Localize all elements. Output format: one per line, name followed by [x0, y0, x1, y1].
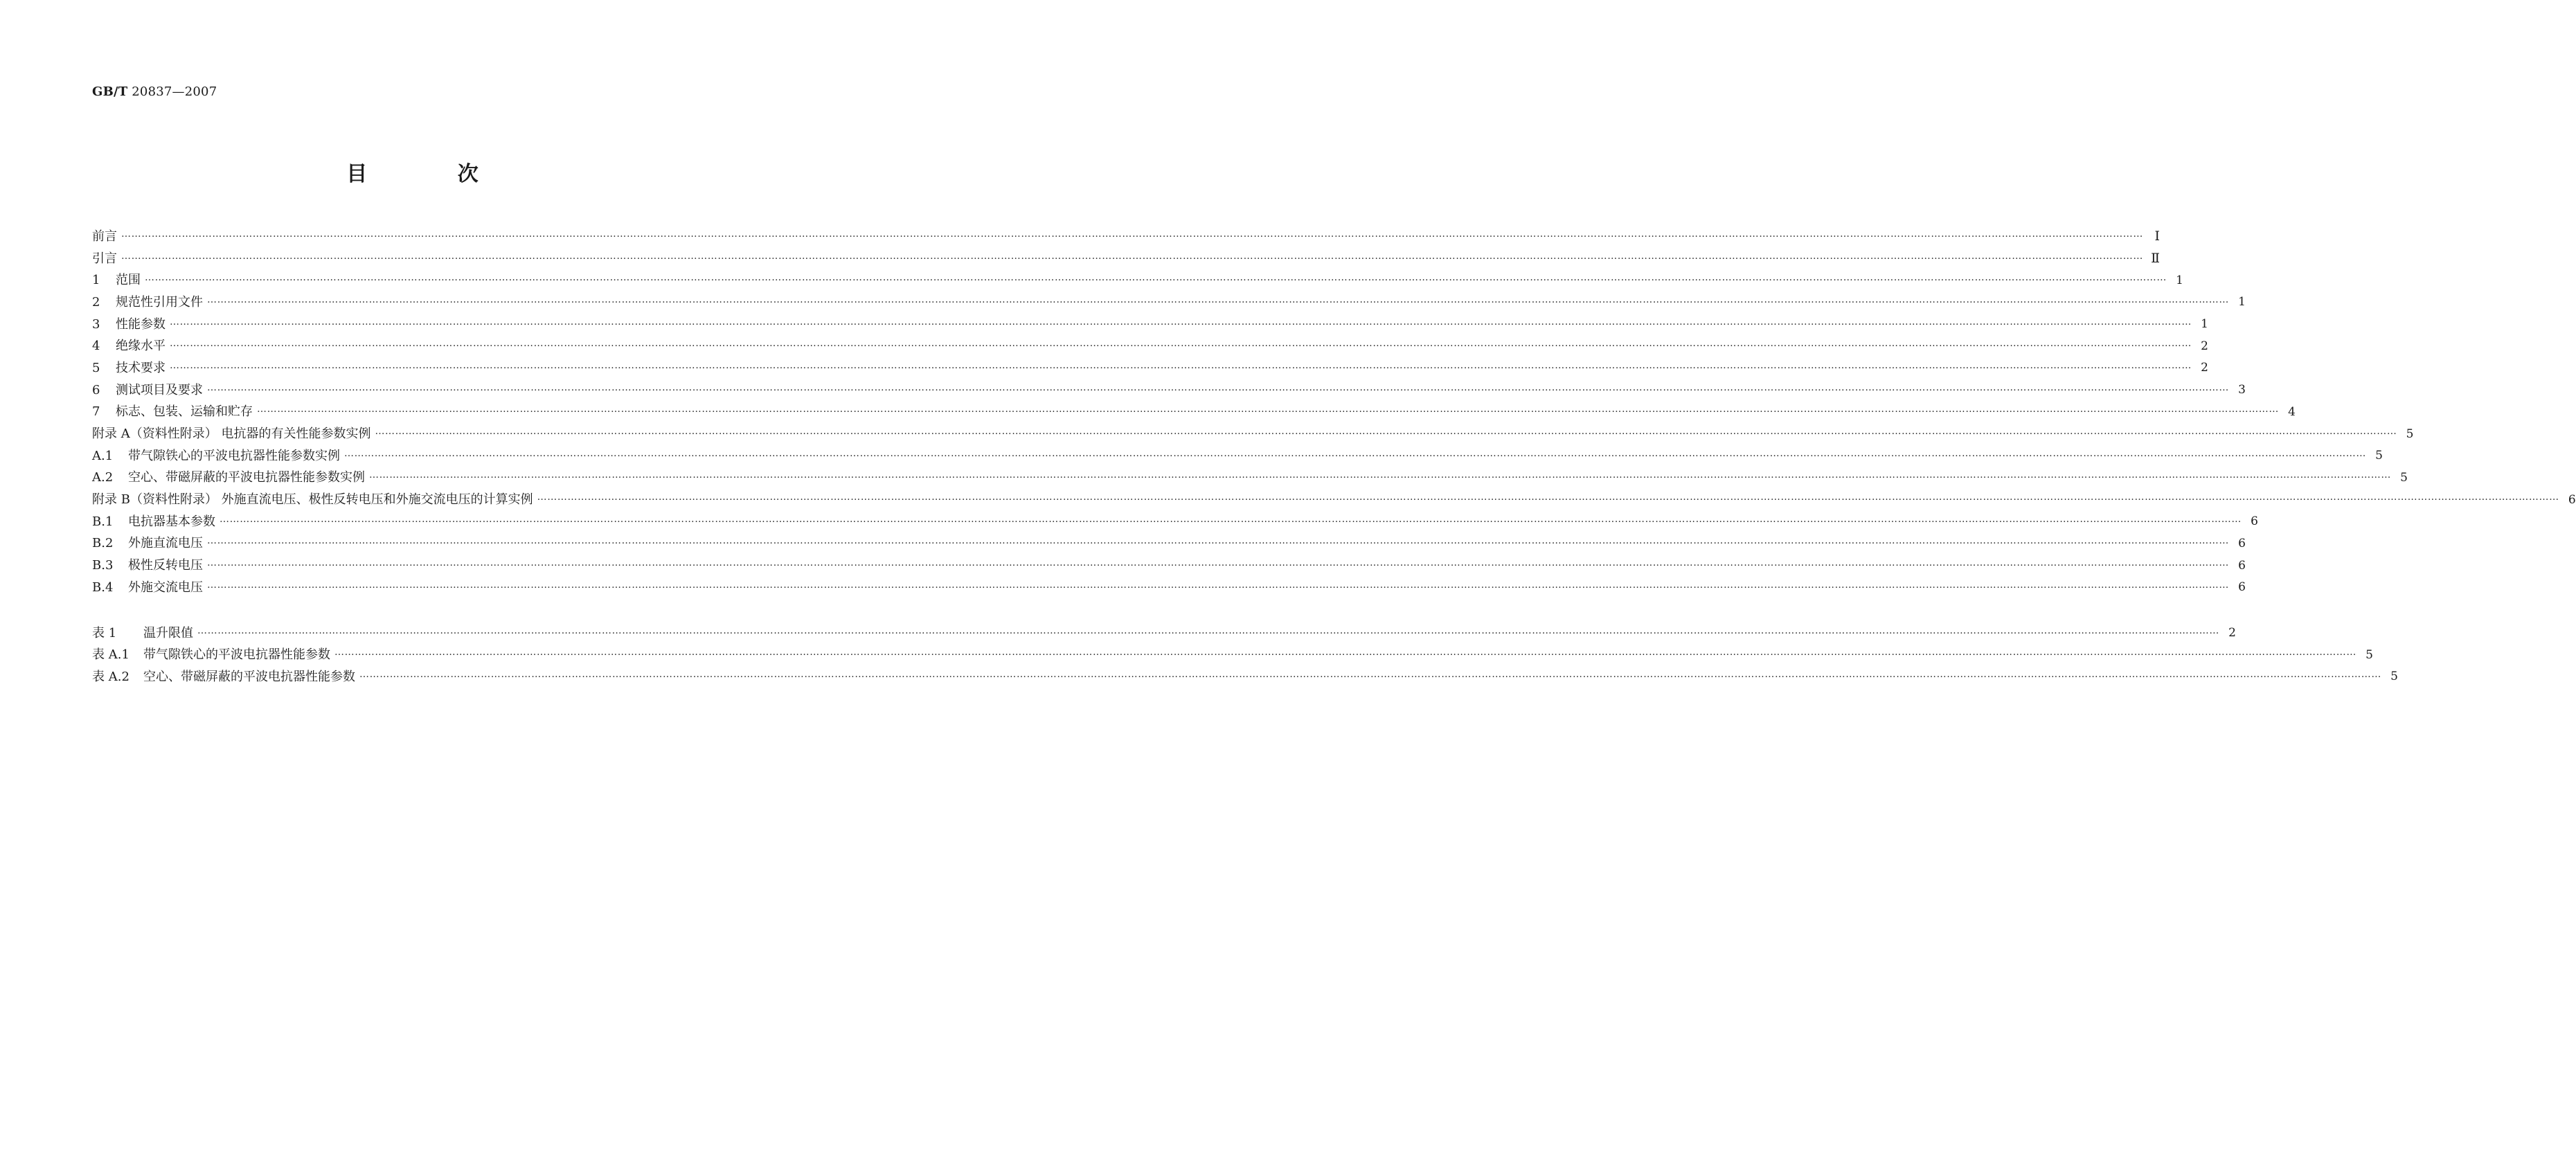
toc-entry-page: 3 [2238, 383, 2246, 397]
toc-entry[interactable] [92, 248, 2160, 270]
toc-entry-page: 2 [2201, 361, 2208, 375]
leader-dots: …………………………………………………………………………………………………………………………………………………………………………………………………………………………………………………………………………………………………………………………………………………………………………………………………………………………………………………………………………………………………………………………………………………… [121, 250, 2143, 262]
toc-entry-label [92, 274, 145, 287]
toc-entry[interactable] [92, 445, 2383, 467]
leader-dots: …………………………………………………………………………………………………………………………………………………………………………………………………………………………………………………………………………………………………………………………………………………………………………………………………………………………………………………………………………………………………………………………………………………… [207, 535, 2229, 547]
toc-entry[interactable] [92, 292, 2246, 314]
toc-entry-label [92, 671, 359, 683]
toc-entry-page: 5 [2400, 470, 2408, 485]
toc-entry-page: 1 [2176, 273, 2183, 287]
toc-entry-number: A.2 [92, 470, 114, 485]
toc-entry-text: 外施交流电压 [128, 580, 203, 595]
toc-entry[interactable] [92, 226, 2160, 248]
toc-entry-page: 6 [2238, 580, 2246, 595]
toc-entry[interactable] [92, 314, 2208, 336]
toc-entry-page: 6 [2238, 536, 2246, 550]
leader-dots: …………………………………………………………………………………………………………………………………………………………………………………………………………………………………………………………………………………………………………………………………………………………………………………………………………………………………………………………………………………………………………………………………………………… [359, 668, 2381, 680]
table-list-entry[interactable] [92, 644, 2373, 666]
toc-entry[interactable] [92, 533, 2246, 555]
leader-dots: …………………………………………………………………………………………………………………………………………………………………………………………………………………………………………………………………………………………………………………………………………………………………………………………………………………………………………………………………………………………………………………………………………………… [207, 557, 2229, 569]
toc-entry-label [92, 559, 207, 572]
toc-entry-text: 附录 B（资料性附录） 外施直流电压、极性反转电压和外施交流电压的计算实例 [92, 492, 533, 508]
toc-entry-label [92, 362, 170, 375]
toc-entry-label [92, 406, 257, 418]
toc-entry-label [92, 494, 537, 506]
leader-dots: …………………………………………………………………………………………………………………………………………………………………………………………………………………………………………………………………………………………………………………………………………………………………………………………………………………………………………………………………………………………………………………………………………………… [537, 492, 2559, 503]
leader-dots: …………………………………………………………………………………………………………………………………………………………………………………………………………………………………………………………………………………………………………………………………………………………………………………………………………………………………………………………………………………………………………………………………………………… [369, 469, 2391, 481]
leader-dots: …………………………………………………………………………………………………………………………………………………………………………………………………………………………………………………………………………………………………………………………………………………………………………………………………………………………………………………………………………………………………………………………………………………… [375, 426, 2397, 438]
toc-entry-label [92, 296, 207, 309]
toc-entry[interactable] [92, 357, 2208, 379]
leader-dots: …………………………………………………………………………………………………………………………………………………………………………………………………………………………………………………………………………………………………………………………………………………………………………………………………………………………………………………………………………………………………………………………………………………… [207, 382, 2229, 393]
toc-entry-label [92, 340, 170, 352]
toc-entry-page: 6 [2568, 492, 2576, 507]
toc-entry-page: 4 [2288, 404, 2296, 419]
toc-entry-label [92, 649, 334, 661]
toc-entry-text: 带气隙铁心的平波电抗器性能参数 [143, 647, 330, 663]
leader-dots: …………………………………………………………………………………………………………………………………………………………………………………………………………………………………………………………………………………………………………………………………………………………………………………………………………………………………………………………………………………………………………………………………………………… [121, 228, 2143, 240]
toc-entry-label [92, 316, 170, 332]
toc-entry-label [92, 627, 197, 640]
toc-entry[interactable] [92, 379, 2246, 402]
toc-entry-text: 性能参数 [116, 316, 166, 332]
toc-entry[interactable] [92, 335, 2208, 357]
toc-entry-number: 表 A.1 [92, 647, 129, 663]
toc-entry-label [92, 582, 207, 594]
toc-entry-label [92, 472, 369, 484]
toc-entry-label [92, 450, 344, 463]
table-list-entry[interactable] [92, 666, 2398, 688]
toc-entry-text: 前言 [92, 228, 117, 244]
toc-entry[interactable] [92, 269, 2183, 292]
toc-entry-page: 6 [2251, 514, 2258, 529]
page-title: 目 次 [346, 162, 520, 186]
toc-entry-number: A.1 [92, 448, 114, 463]
leader-dots: …………………………………………………………………………………………………………………………………………………………………………………………………………………………………………………………………………………………………………………………………………………………………………………………………………………………………………………………………………………………………………………………………………………… [334, 647, 2356, 658]
toc-entry-text: 范围 [116, 273, 141, 288]
toc-entry-number: 7 [92, 404, 100, 420]
toc-entry-page: 5 [2365, 647, 2373, 662]
leader-dots: …………………………………………………………………………………………………………………………………………………………………………………………………………………………………………………………………………………………………………………………………………………………………………………………………………………………………………………………………………………………………………………………………………………… [170, 316, 2192, 328]
toc-entry-text: 带气隙铁心的平波电抗器性能参数实例 [128, 448, 340, 463]
toc-entry[interactable] [92, 511, 2258, 533]
leader-dots: …………………………………………………………………………………………………………………………………………………………………………………………………………………………………………………………………………………………………………………………………………………………………………………………………………………………………………………………………………………………………………………………………………………… [170, 338, 2192, 350]
toc-entry-page: 1 [2238, 295, 2246, 310]
toc-entry-label [92, 253, 121, 265]
leader-dots: …………………………………………………………………………………………………………………………………………………………………………………………………………………………………………………………………………………………………………………………………………………………………………………………………………………………………………………………………………………………………………………………………………………… [344, 447, 2366, 459]
toc-entry-page: 2 [2201, 339, 2208, 353]
toc-entry-page: 6 [2238, 558, 2246, 573]
leader-dots: …………………………………………………………………………………………………………………………………………………………………………………………………………………………………………………………………………………………………………………………………………………………………………………………………………………………………………………………………………………………………………………………………………………… [257, 404, 2279, 415]
toc-entry-text: 极性反转电压 [128, 558, 203, 573]
toc-entry-label [92, 537, 207, 550]
toc-entry-page: 5 [2375, 449, 2383, 463]
table-of-contents [92, 226, 2576, 688]
toc-entry-page: 2 [2228, 626, 2236, 640]
leader-dots: …………………………………………………………………………………………………………………………………………………………………………………………………………………………………………………………………………………………………………………………………………………………………………………………………………………………………………………………………………………………………………………………………………………… [170, 359, 2192, 371]
standard-number: 20837—2007 [132, 84, 217, 99]
standard-prefix: GB/T [92, 84, 128, 99]
toc-entry-number: 5 [92, 360, 100, 375]
toc-entry-number: B.4 [92, 580, 114, 595]
toc-entry-number: B.3 [92, 558, 114, 573]
toc-entry-number: 表 A.2 [92, 669, 129, 684]
toc-entry-page: Ⅰ [2154, 228, 2160, 244]
toc-entry-text: 附录 A（资料性附录） 电抗器的有关性能参数实例 [92, 427, 371, 442]
toc-entry-label [92, 516, 220, 528]
toc-entry-text: 引言 [92, 251, 117, 266]
toc-entry[interactable] [92, 577, 2246, 599]
toc-entry-text: 电抗器基本参数 [128, 514, 215, 529]
leader-dots: …………………………………………………………………………………………………………………………………………………………………………………………………………………………………………………………………………………………………………………………………………………………………………………………………………………………………………………………………………………………………………………………………………………… [207, 579, 2229, 591]
toc-entry-number: 4 [92, 339, 100, 354]
toc-entry-number: 6 [92, 382, 100, 397]
leader-dots: …………………………………………………………………………………………………………………………………………………………………………………………………………………………………………………………………………………………………………………………………………………………………………………………………………………………………………………………………………………………………………………………………………………… [207, 294, 2229, 305]
toc-entry-text: 空心、带磁屏蔽的平波电抗器性能参数 [143, 669, 355, 684]
toc-entry-number: 2 [92, 294, 100, 310]
toc-entry[interactable] [92, 489, 2576, 511]
toc-entry[interactable] [92, 467, 2408, 490]
toc-entry-page: Ⅱ [2151, 251, 2160, 267]
toc-entry-page: 5 [2406, 427, 2414, 441]
leader-dots: …………………………………………………………………………………………………………………………………………………………………………………………………………………………………………………………………………………………………………………………………………………………………………………………………………………………………………………………………………………………………………………………………………………… [220, 513, 2242, 525]
leader-dots: …………………………………………………………………………………………………………………………………………………………………………………………………………………………………………………………………………………………………………………………………………………………………………………………………………………………………………………………………………………………………………………………………………………… [145, 272, 2167, 284]
table-list-entry[interactable] [92, 622, 2236, 645]
toc-entry-text: 空心、带磁屏蔽的平波电抗器性能参数实例 [128, 470, 365, 485]
toc-entry-number: 表 1 [92, 625, 117, 640]
toc-entry-label [92, 428, 375, 440]
toc-entry-number: B.2 [92, 536, 114, 551]
toc-entry[interactable] [92, 402, 2296, 424]
section-gap [92, 599, 729, 622]
toc-entry-label [92, 384, 207, 397]
toc-entry-label [92, 228, 121, 244]
toc-entry-number: B.1 [92, 514, 114, 529]
toc-entry-number: 3 [92, 316, 100, 332]
toc-entry-page: 1 [2201, 317, 2208, 332]
toc-entry-text: 温升限值 [143, 625, 193, 640]
toc-entry-text: 技术要求 [116, 360, 166, 375]
standard-code [92, 84, 217, 99]
toc-entry-number: 1 [92, 273, 100, 288]
toc-entry-page: 5 [2390, 670, 2398, 684]
toc-entry-text: 绝缘水平 [116, 339, 166, 354]
toc-entry-text: 外施直流电压 [128, 536, 203, 551]
leader-dots: …………………………………………………………………………………………………………………………………………………………………………………………………………………………………………………………………………………………………………………………………………………………………………………………………………………………………………………………………………………………………………………………………………………… [197, 625, 2219, 636]
toc-entry-text: 标志、包装、运输和贮存 [116, 404, 253, 420]
toc-entry[interactable] [92, 423, 2414, 445]
toc-entry[interactable] [92, 555, 2246, 577]
toc-entry-text: 规范性引用文件 [116, 294, 203, 310]
toc-entry-text: 测试项目及要求 [116, 382, 203, 397]
